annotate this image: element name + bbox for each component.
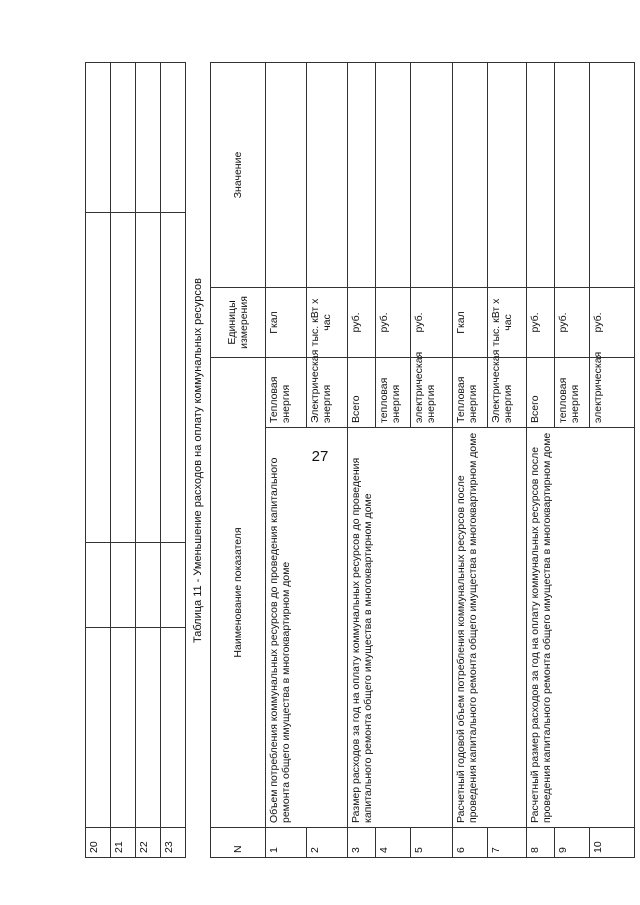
resource-subtype: Всего bbox=[348, 357, 376, 427]
table-row bbox=[453, 62, 488, 857]
unit-cell: руб. bbox=[376, 287, 411, 357]
row-number: 5 bbox=[411, 828, 453, 858]
resource-subtype: тепловая энергия bbox=[376, 357, 411, 427]
row-number: 23 bbox=[161, 828, 186, 858]
table-cell bbox=[161, 543, 186, 628]
table-header-row bbox=[211, 62, 266, 857]
header-value: Значение bbox=[211, 62, 266, 287]
table-row bbox=[136, 63, 161, 858]
row-number: 21 bbox=[111, 828, 136, 858]
table-row bbox=[266, 62, 307, 857]
resource-subtype: тепловая энергия bbox=[555, 357, 590, 427]
value-cell bbox=[411, 62, 453, 287]
row-number: 20 bbox=[86, 828, 111, 858]
unit-cell: тыс. кВт х час bbox=[488, 287, 527, 357]
value-cell bbox=[376, 62, 411, 287]
row-number: 22 bbox=[136, 828, 161, 858]
table-cell bbox=[86, 628, 111, 828]
value-cell bbox=[488, 62, 527, 287]
table-row bbox=[527, 62, 555, 857]
unit-cell: руб. bbox=[527, 287, 555, 357]
unit-cell: Гкал bbox=[453, 287, 488, 357]
unit-cell: руб. bbox=[590, 287, 635, 357]
resource-subtype: Электрическая энергия bbox=[488, 357, 527, 427]
resource-subtype: Электрическая энергия bbox=[307, 357, 348, 427]
table-row bbox=[161, 63, 186, 858]
table-cell bbox=[111, 63, 136, 213]
value-cell bbox=[307, 62, 348, 287]
header-unit: Единицы измерения bbox=[211, 287, 266, 357]
row-number: 9 bbox=[555, 828, 590, 858]
table-cell bbox=[136, 213, 161, 543]
table-row bbox=[348, 62, 376, 857]
table-cell bbox=[136, 543, 161, 628]
table-cell bbox=[136, 628, 161, 828]
unit-cell: руб. bbox=[411, 287, 453, 357]
page-number: 27 bbox=[311, 448, 329, 465]
value-cell bbox=[348, 62, 376, 287]
continuation-table bbox=[85, 62, 186, 858]
row-number: 3 bbox=[348, 828, 376, 858]
value-cell bbox=[590, 62, 635, 287]
row-number: 8 bbox=[527, 828, 555, 858]
value-cell bbox=[453, 62, 488, 287]
indicator-name: Размер расходов за год на оплату коммунальных ресурсов до проведения капитального ремонта общего имущества в многоквартирном доме bbox=[348, 428, 453, 828]
resource-subtype: электрическая энергия bbox=[411, 357, 453, 427]
table-cell bbox=[161, 628, 186, 828]
unit-cell: руб. bbox=[348, 287, 376, 357]
unit-cell: Гкал bbox=[266, 287, 307, 357]
table-cell bbox=[136, 63, 161, 213]
row-number: 7 bbox=[488, 828, 527, 858]
resource-subtype: Тепловая энергия bbox=[453, 357, 488, 427]
row-number: 10 bbox=[590, 828, 635, 858]
table-caption: Таблица 11 - Уменьшение расходов на оплату коммунальных ресурсов bbox=[192, 278, 204, 643]
row-number: 2 bbox=[307, 828, 348, 858]
table-cell bbox=[161, 63, 186, 213]
indicator-name: Объем потребления коммунальных ресурсов до проведения капитального ремонта общего имущества в многоквартирном доме bbox=[266, 428, 348, 828]
table-cell bbox=[161, 213, 186, 543]
unit-cell: тыс. кВт х час bbox=[307, 287, 348, 357]
resource-subtype: Тепловая энергия bbox=[266, 357, 307, 427]
table-cell bbox=[111, 543, 136, 628]
header-indicator-name: Наименование показателя bbox=[211, 357, 266, 827]
resource-costs-table bbox=[210, 62, 635, 858]
header-number: N bbox=[211, 828, 266, 858]
table-row bbox=[111, 63, 136, 858]
resource-subtype: Всего bbox=[527, 357, 555, 427]
table-cell bbox=[86, 63, 111, 213]
table-cell bbox=[111, 628, 136, 828]
rotated-sheet bbox=[85, 63, 604, 858]
table-cell bbox=[86, 543, 111, 628]
table-cell bbox=[111, 213, 136, 543]
resource-subtype: электрическая bbox=[590, 357, 635, 427]
value-cell bbox=[266, 62, 307, 287]
indicator-name: Расчетный годовой объем потребления коммунальных ресурсов после проведения капитального ремонта общего имущества в многоквартирном доме bbox=[453, 428, 527, 828]
table-row bbox=[86, 63, 111, 858]
unit-cell: руб. bbox=[555, 287, 590, 357]
value-cell bbox=[555, 62, 590, 287]
value-cell bbox=[527, 62, 555, 287]
table-cell bbox=[86, 213, 111, 543]
row-number: 6 bbox=[453, 828, 488, 858]
indicator-name: Расчетный размер расходов за год на оплату коммунальных ресурсов после проведения капитального ремонта общего имущества в многоквартирном доме bbox=[527, 428, 635, 828]
row-number: 4 bbox=[376, 828, 411, 858]
row-number: 1 bbox=[266, 828, 307, 858]
